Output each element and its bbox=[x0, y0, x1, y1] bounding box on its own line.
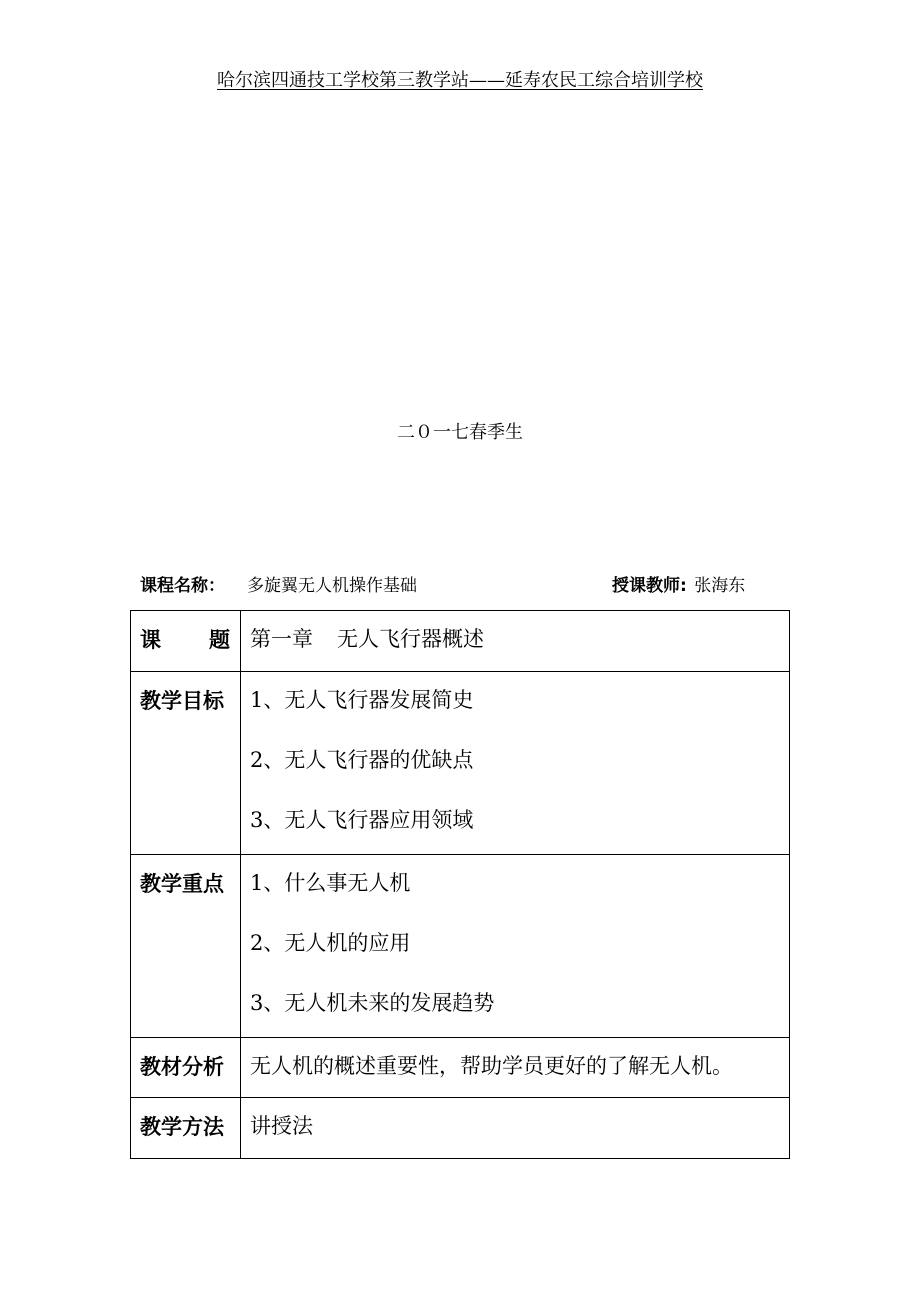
objective-item: 1、无人飞行器发展简史 bbox=[250, 688, 474, 712]
topic-content-cell bbox=[241, 611, 790, 672]
topic-label-cell bbox=[131, 611, 241, 672]
analysis-content bbox=[241, 1038, 790, 1098]
objective-item: 3、无人飞行器应用领域 bbox=[250, 808, 474, 832]
analysis-text: 无人机的概述重要性，帮助学员更好的了解无人机。 bbox=[250, 1054, 733, 1078]
course-name-value: 多旋翼无人机操作基础 bbox=[247, 576, 417, 596]
table-row-analysis bbox=[131, 1038, 790, 1098]
table-row-topic bbox=[131, 611, 790, 672]
table-row-objectives bbox=[131, 672, 790, 855]
topic-title: 无人飞行器概述 bbox=[337, 627, 484, 651]
school-name: 哈尔滨四通技工学校第三教学站——延寿农民工综合培训学校 bbox=[217, 70, 703, 91]
teacher-label: 授课教师: bbox=[612, 576, 687, 596]
topic-label-a: 课 bbox=[140, 628, 161, 652]
key-points-content-cell bbox=[241, 855, 790, 1038]
key-point-item: 3、无人机未来的发展趋势 bbox=[250, 991, 495, 1015]
method-label: 教学方法 bbox=[131, 1098, 241, 1159]
objectives-label: 教学目标 bbox=[131, 672, 241, 855]
key-points-label: 教学重点 bbox=[131, 855, 241, 1038]
teacher-group bbox=[612, 572, 745, 600]
school-header bbox=[0, 68, 920, 94]
teacher-value: 张海东 bbox=[694, 576, 746, 596]
objectives-content-cell bbox=[241, 672, 790, 855]
key-point-item: 2、无人机的应用 bbox=[250, 931, 411, 955]
course-name-group bbox=[140, 572, 417, 600]
analysis-label: 教材分析 bbox=[131, 1038, 241, 1098]
table-row-key-points bbox=[131, 855, 790, 1038]
course-meta-row bbox=[140, 572, 770, 600]
semester-label: 二０一七春季生 bbox=[397, 422, 523, 443]
method-content bbox=[241, 1098, 790, 1159]
table-row-method bbox=[131, 1098, 790, 1159]
key-point-item: 1、什么事无人机 bbox=[250, 871, 411, 895]
course-name-label: 课程名称： bbox=[140, 576, 225, 596]
lesson-plan-table bbox=[130, 610, 790, 1159]
method-text: 讲授法 bbox=[250, 1114, 313, 1138]
objective-item: 2、无人飞行器的优缺点 bbox=[250, 748, 474, 772]
topic-label-b: 题 bbox=[209, 628, 230, 652]
topic-chapter: 第一章 bbox=[250, 627, 313, 651]
